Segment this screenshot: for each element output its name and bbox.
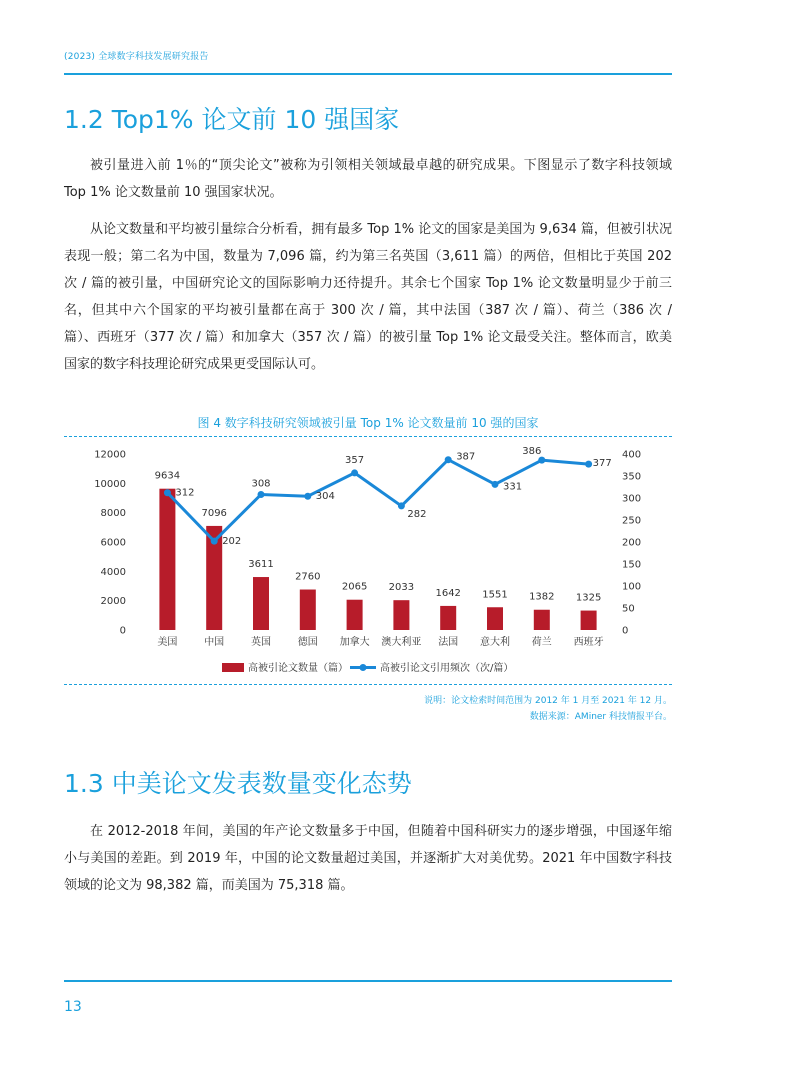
left-axis-tick-label: 2000 (100, 596, 126, 608)
x-axis-labels (157, 635, 603, 648)
x-axis-tick-label: 中国 (204, 637, 225, 648)
chart-legend (222, 661, 513, 674)
x-axis-tick-label: 意大利 (480, 637, 510, 648)
x-axis-tick-label: 德国 (297, 637, 318, 648)
line-point (304, 493, 311, 500)
x-axis-tick-label: 澳大利亚 (381, 637, 422, 648)
bar-data-label: 9634 (154, 470, 181, 482)
left-axis-tick-label: 10000 (94, 478, 126, 490)
line-point (351, 469, 358, 476)
left-axis-tick-label: 8000 (100, 508, 126, 520)
line-data-label: 304 (315, 491, 335, 503)
series-line (167, 460, 588, 541)
line-point (585, 461, 592, 468)
bar-data-label: 3611 (248, 559, 274, 571)
line-point (445, 456, 452, 463)
bar (534, 610, 550, 630)
line-data-label: 331 (503, 481, 523, 493)
section-1-3-body (64, 818, 672, 899)
legend-bar-swatch (222, 663, 244, 672)
right-axis-tick-label: 100 (622, 581, 642, 593)
footer-rule (64, 980, 672, 982)
left-axis-tick-label: 6000 (100, 537, 126, 549)
x-axis-tick-label: 英国 (251, 637, 271, 648)
line-data-label: 282 (407, 508, 427, 520)
bar (253, 577, 269, 630)
figure-chart (64, 441, 672, 681)
x-axis-tick-label: 美国 (157, 637, 178, 648)
figure-title: 图 4 数字科技研究领域被引量 Top 1% 论文数量前 10 强的国家 (197, 416, 539, 430)
bar-series (155, 471, 602, 630)
bar-data-label: 2065 (341, 581, 368, 593)
line-point (211, 538, 218, 545)
bar-data-label: 1382 (529, 591, 555, 603)
bar-data-label: 2033 (388, 582, 415, 594)
line-data-label: 386 (522, 446, 542, 458)
bar-data-label: 2760 (295, 571, 321, 583)
bar (347, 600, 363, 630)
line-point (492, 481, 499, 488)
line-data-label: 312 (175, 487, 195, 499)
bar (581, 611, 597, 630)
figure-source: 数据来源：AMiner 科技情报平台。 (529, 712, 672, 722)
paragraph: 在 2012-2018 年间，美国的年产论文数量多于中国，但随着中国科研实力的逐步增强，中国逐年缩小与美国的差距。到 2019 年，中国的论文数量超过美国，并逐渐扩大对美优势。2021 年中国数字科技领域的论文为 98,382 篇，而美国为 75,318 篇。 (64, 824, 672, 893)
line-point (258, 491, 265, 498)
bar-data-label: 1551 (482, 589, 508, 601)
header-rule (64, 73, 672, 75)
x-axis-tick-label: 法国 (438, 637, 459, 648)
right-axis-tick-label: 350 (622, 471, 642, 483)
line-data-label: 202 (222, 536, 242, 548)
bar (159, 489, 175, 630)
left-axis-tick-label: 0 (119, 625, 126, 637)
legend-line-marker (360, 664, 367, 671)
legend-line-label: 高被引论文引用频次（次/篇） (380, 663, 514, 674)
right-axis-tick-label: 400 (622, 449, 642, 461)
line-point (164, 489, 171, 496)
paragraph: 被引量进入前 1％的“顶尖论文”被称为引领相关领域最卓越的研究成果。下图显示了数字科技领域 Top 1% 论文数量前 10 强国家状况。 (64, 158, 672, 200)
section-heading-1-2: 1.2 Top1% 论文前 10 强国家 (64, 105, 400, 134)
figure-bottom-divider (64, 684, 672, 685)
line-series (164, 446, 612, 547)
right-axis-tick-label: 200 (622, 537, 642, 549)
bar (440, 606, 456, 630)
right-axis-tick-label: 300 (622, 493, 642, 505)
right-axis-tick-label: 250 (622, 515, 642, 527)
section-1-2-body (64, 152, 672, 378)
x-axis-tick-label: 荷兰 (531, 637, 552, 648)
page-number: 13 (64, 999, 82, 1015)
left-axis (94, 450, 126, 637)
bar-data-label: 7096 (201, 507, 227, 519)
line-data-label: 308 (251, 478, 271, 490)
bar-data-label: 1642 (435, 587, 461, 599)
line-point (538, 457, 545, 464)
right-axis-tick-label: 150 (622, 559, 642, 571)
bar (300, 590, 316, 630)
paragraph: 从论文数量和平均被引量综合分析看，拥有最多 Top 1% 论文的国家是美国为 9,634 篇，但被引状况表现一般；第二名为中国，数量为 7,096 篇，约为第三名英国（3,611 篇）的两倍，但相比于英国 202 次 / 篇的被引量，中国研究论文的国际影响力还待提升。其余七个国家 Top 1% 论文数量明显少于前三名，但其中六个国家的平均被引量都在高于 300 次 / 篇，其中法国（387 次 / 篇）、荷兰（386 次 / 篇）、西班牙（377 次 / 篇）和加拿大（357 次 / 篇）的被引量 Top 1% 论文最受关注。整体而言，欧美国家的数字科技理论研究成果更受国际认可。 (64, 222, 672, 372)
x-axis-tick-label: 加拿大 (339, 637, 370, 648)
figure-note: 说明：论文检索时间范围为 2012 年 1 月至 2021 年 12 月。 (424, 696, 672, 706)
bar (487, 607, 503, 630)
left-axis-tick-label: 4000 (100, 566, 126, 578)
line-data-label: 387 (456, 451, 476, 463)
x-axis-tick-label: 西班牙 (573, 637, 604, 648)
line-data-label: 377 (592, 458, 612, 470)
left-axis-tick-label: 12000 (94, 449, 126, 461)
bar-data-label: 1325 (575, 592, 602, 604)
section-heading-1-3: 1.3 中美论文发表数量变化态势 (64, 769, 412, 798)
line-data-label: 357 (345, 454, 365, 466)
report-header-title: (2023) 全球数字科技发展研究报告 (64, 52, 209, 62)
line-point (398, 502, 405, 509)
right-axis-tick-label: 50 (622, 603, 635, 615)
bar (393, 600, 409, 630)
right-axis (622, 450, 641, 637)
legend-bar-label: 高被引论文数量（篇） (248, 663, 348, 674)
right-axis-tick-label: 0 (622, 625, 629, 637)
figure-top-divider (64, 436, 672, 437)
